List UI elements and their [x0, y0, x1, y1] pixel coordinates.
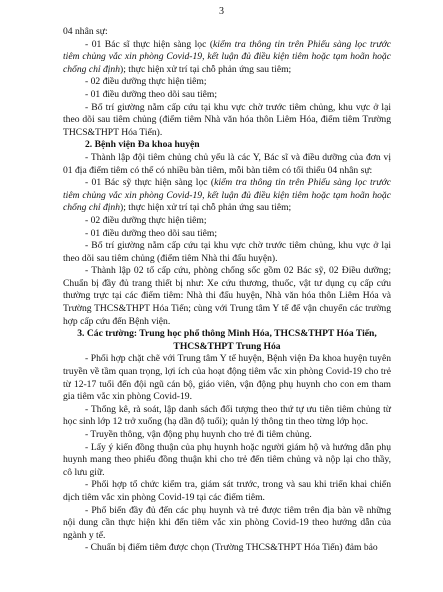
- section-heading: 2. Bệnh viện Đa khoa huyện: [85, 139, 200, 151]
- paragraph: - Phối hợp chặt chẽ với Trung tâm Y tế huyện, Bệnh viện Đa khoa huyện tuyên truyền về tầm quan trọng, lợi ích của hoạt động tiêm vắc xin phòng Covid-19 cho trẻ từ 12-17 tuổi đến đội ngũ cán bộ, giáo viên, vận động phụ huynh cho con em tham gia tiêm vắc xin phòng Covid-19.: [63, 353, 391, 403]
- paragraph: - Chuẩn bị điểm tiêm được chọn (Trường THCS&THPT Hóa Tiến) đảm bảo: [85, 542, 378, 554]
- document-body: [63, 26, 391, 555]
- paragraph: 04 nhân sự:: [63, 26, 108, 37]
- paragraph: - 01 điều dưỡng theo dõi sau tiêm;: [85, 227, 218, 239]
- paragraph: - 02 điều dưỡng thực hiện tiêm;: [85, 214, 207, 226]
- paragraph: - Thành lập 02 tổ cấp cứu, phòng chống sốc gồm 02 Bác sỹ, 02 Điều dưỡng; Chuẩn bị đầy đủ trang thiết bị như: Xe cứu thương, thuốc, vật tư dụng cụ cấp cứu thường trực tại các điểm tiêm: Nhà thi đấu huyện, Nhà văn hóa thôn Liêm Hóa và Trường THCS&THPT Hóa Tiến; cùng với Trung tâm Y tế để vận chuyển các trường hợp cấp cứu đến Bệnh viện.: [63, 265, 391, 327]
- paragraph: - Phối hợp tổ chức kiểm tra, giám sát trước, trong và sau khi triển khai chiến dịch tiêm vắc xin phòng Covid-19 tại các điểm tiêm.: [63, 479, 391, 503]
- paragraph: - Thành lập đội tiêm chủng chủ yếu là các Y, Bác sĩ và điều dưỡng của đơn vị 01 địa điểm tiêm có thể có nhiều bàn tiêm, mỗi bàn tiêm có tối thiểu 04 nhân sự:: [63, 151, 391, 176]
- page-number: 3: [219, 6, 224, 17]
- paragraph: - 01 Bác sỹ thực hiện sàng lọc (kiểm tra thông tin trên Phiếu sàng lọc trước tiêm chủng vắc xin phòng Covid-19, kết luận đủ điều kiện tiêm hoặc tạm hoãn hoặc chống chỉ định); thực hiện xử trí tại chỗ phản ứng sau tiêm;: [63, 177, 391, 214]
- paragraph: - Bố trí giường nằm cấp cứu tại khu vực chờ trước tiêm chủng, khu vực ở lại theo dõi sau tiêm chủng (điểm tiêm Nhà văn hóa thôn Liêm Hóa, điểm tiêm Trường THCS&THPT Hóa Tiến).: [63, 101, 391, 138]
- paragraph: - Thống kê, rà soát, lập danh sách đối tượng theo thứ tự ưu tiên tiêm chủng từ học sinh lớp 12 trở xuống (hạ dần độ tuổi); quản lý thông tin theo từng lớp học.: [63, 403, 391, 428]
- paragraph: - Lấy ý kiến đồng thuận của phụ huynh hoặc người giám hộ và hướng dẫn phụ huynh mang theo phiếu đồng thuận khi cho trẻ đến tiêm chủng và nộp lại cho thầy, cô lưu giữ.: [63, 441, 391, 478]
- paragraph: - 01 điều dưỡng theo dõi sau tiêm;: [85, 88, 218, 100]
- paragraph: - Phổ biến đầy đủ đến các phụ huynh và trẻ được tiêm trên địa bàn về những nội dung cần thực hiện khi đến tiêm vắc xin phòng Covid-19 theo hướng dẫn của ngành y tế.: [63, 504, 391, 541]
- paragraph: - 01 Bác sĩ thực hiện sàng lọc (kiểm tra thông tin trên Phiếu sàng lọc trước tiêm chủng vắc xin phòng Covid-19, kết luận đủ điều kiện tiêm hoặc tạm hoãn hoặc chống chỉ định); thực hiện xử trí tại chỗ phản ứng sau tiêm;: [63, 38, 391, 75]
- paragraph: - Bố trí giường nằm cấp cứu tại khu vực chờ trước tiêm chủng, khu vực ở lại theo dõi sau tiêm chủng (điểm tiêm Nhà thi đấu huyện).: [63, 240, 391, 264]
- paragraph: - Truyền thông, vận động phụ huynh cho trẻ đi tiêm chủng.: [85, 429, 312, 440]
- paragraph: - 02 điều dưỡng thực hiện tiêm;: [85, 76, 207, 88]
- section-heading: 3. Các trường: Trung học phổ thông Minh Hóa, THCS&THPT Hóa Tiến, THCS&THPT Trung Hóa: [77, 328, 377, 352]
